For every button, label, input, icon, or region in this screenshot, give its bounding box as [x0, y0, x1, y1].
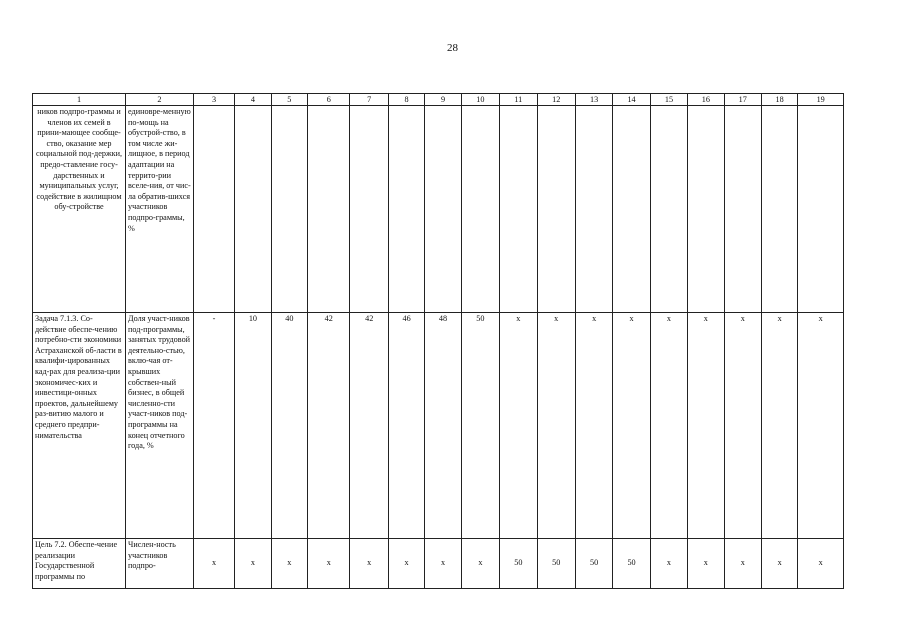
value-cell: x [650, 313, 687, 539]
value-cell: x [798, 313, 844, 539]
value-cell: x [271, 539, 307, 589]
column-header: 14 [613, 94, 650, 106]
value-cell: x [308, 539, 350, 589]
value-cell: 50 [461, 313, 499, 539]
column-header: 18 [761, 94, 797, 106]
value-cell: x [761, 539, 797, 589]
value-cell: 46 [388, 313, 424, 539]
value-cell [724, 106, 761, 313]
value-cell: x [350, 539, 388, 589]
column-header: 11 [500, 94, 537, 106]
column-header: 17 [724, 94, 761, 106]
value-cell [388, 106, 424, 313]
goal-cell: Цель 7.2. Обеспе-чение реализации Государственной программы по [33, 539, 126, 589]
column-header: 10 [461, 94, 499, 106]
column-header: 9 [425, 94, 461, 106]
value-cell: x [613, 313, 650, 539]
value-cell: 10 [235, 313, 271, 539]
value-cell: x [425, 539, 461, 589]
column-header: 19 [798, 94, 844, 106]
column-header: 2 [126, 94, 194, 106]
header-row [33, 94, 844, 106]
value-cell: x [724, 313, 761, 539]
value-cell [613, 106, 650, 313]
column-header: 7 [350, 94, 388, 106]
table-row [33, 106, 844, 313]
column-header: 8 [388, 94, 424, 106]
column-header: 1 [33, 94, 126, 106]
column-header: 6 [308, 94, 350, 106]
value-cell: 48 [425, 313, 461, 539]
value-cell [235, 106, 271, 313]
value-cell: x [798, 539, 844, 589]
column-header: 12 [537, 94, 575, 106]
value-cell [193, 106, 234, 313]
value-cell: 50 [613, 539, 650, 589]
value-cell [537, 106, 575, 313]
value-cell: 40 [271, 313, 307, 539]
column-header: 3 [193, 94, 234, 106]
value-cell [500, 106, 537, 313]
value-cell: x [650, 539, 687, 589]
table-row [33, 313, 844, 539]
indicators-table [32, 93, 844, 589]
task-cell: ников подпро-граммы и членов их семей в прини-мающее сообще-ство, оказание мер социальной под-держки, предо-ставление госу-дарственных и муниципальных услуг, содействие в жилищном обу-стройстве [33, 106, 126, 313]
value-cell [575, 106, 612, 313]
indicator-cell: Числен-ность участников подпро- [126, 539, 194, 589]
value-cell: x [724, 539, 761, 589]
value-cell [461, 106, 499, 313]
value-cell: x [761, 313, 797, 539]
page-number: 28 [447, 42, 458, 54]
value-cell: x [235, 539, 271, 589]
value-cell: 50 [537, 539, 575, 589]
value-cell [350, 106, 388, 313]
column-header: 16 [688, 94, 724, 106]
value-cell: x [537, 313, 575, 539]
value-cell [271, 106, 307, 313]
value-cell [650, 106, 687, 313]
value-cell [761, 106, 797, 313]
table-row [33, 539, 844, 589]
column-header: 4 [235, 94, 271, 106]
value-cell [308, 106, 350, 313]
task-cell: Задача 7.1.3. Со-действие обеспе-чению потребно-сти экономики Астраханской об-ласти в квалифи-цированных кад-рах для реализа-ции экономичес-ких и инвестици-онных проектов, дальнейшему раз-витию малого и среднего предпри-нимательства [33, 313, 126, 539]
value-cell: x [461, 539, 499, 589]
value-cell: 50 [575, 539, 612, 589]
indicator-cell: единовре-менную по-мощь на обустрой-ство, в том числе жи-лищное, в период адаптации на террито-рии вселе-ния, от чис-ла обратив-шихся участников подпро-граммы, % [126, 106, 194, 313]
column-header: 15 [650, 94, 687, 106]
value-cell [425, 106, 461, 313]
value-cell: 42 [308, 313, 350, 539]
value-cell: x [575, 313, 612, 539]
value-cell: x [193, 539, 234, 589]
value-cell: 50 [500, 539, 537, 589]
value-cell: x [500, 313, 537, 539]
value-cell: x [688, 539, 724, 589]
value-cell [688, 106, 724, 313]
column-header: 5 [271, 94, 307, 106]
indicator-cell: Доля участ-ников под-программы, занятых трудовой деятельно-стью, вклю-чая от-крывших собствен-ный бизнес, в общей численно-сти участ-ников под-программы на конец отчетного года, % [126, 313, 194, 539]
value-cell: - [193, 313, 234, 539]
value-cell: 42 [350, 313, 388, 539]
column-header: 13 [575, 94, 612, 106]
value-cell: x [388, 539, 424, 589]
value-cell [798, 106, 844, 313]
value-cell: x [688, 313, 724, 539]
